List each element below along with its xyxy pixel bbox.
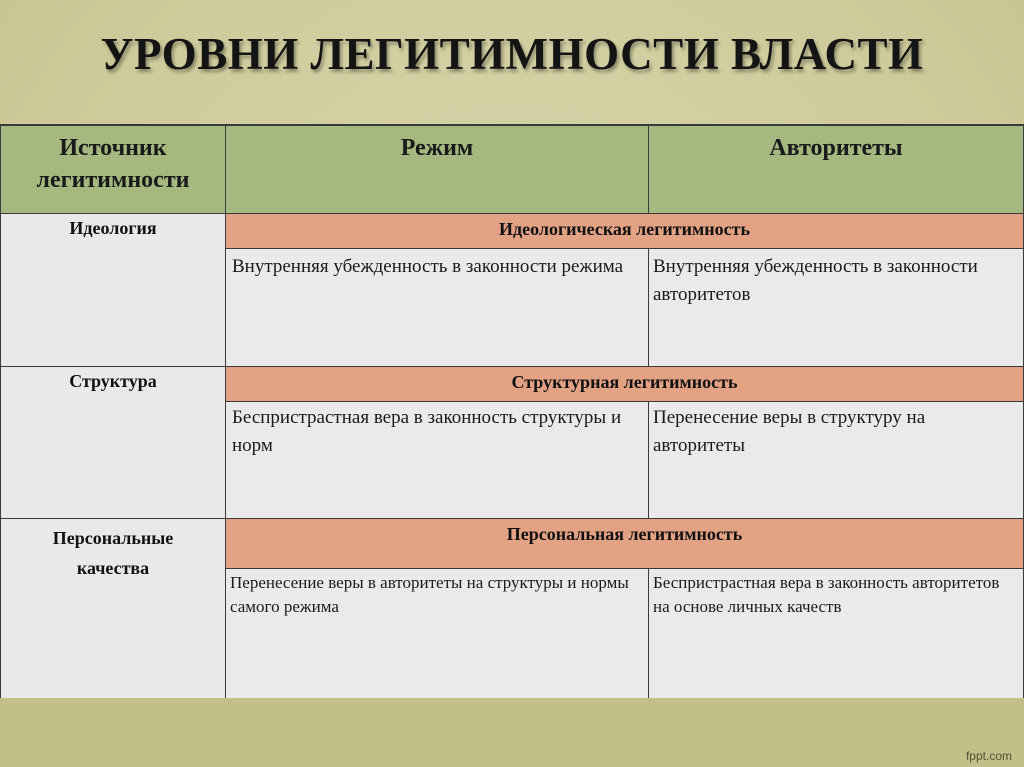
row-authorities-structure [648,401,1024,519]
row-regime-text: Внутренняя убежденность в законности режима [232,256,624,277]
row-band-structure [225,366,1024,402]
row-band-personal [225,518,1024,569]
row-authorities-text: Беспристрастная вера в законность авторитетов на основе личных качеств [653,573,1000,616]
row-band-label: Персональная легитимность [506,524,743,544]
row-authorities-personal [648,568,1024,699]
row-regime-text: Перенесение веры в авторитеты на структуры и нормы самого режима [230,573,629,616]
header-source-label: Источник легитимности [36,135,190,193]
footer-band [0,698,1024,767]
row-authorities-ideology [648,248,1024,367]
row-source-label: Структура [69,371,157,391]
row-source-ideology [0,213,226,367]
row-band-label: Идеологическая легитимность [498,219,750,239]
header-authorities [648,124,1024,214]
row-band-ideology [225,213,1024,249]
row-source-label: Идеология [69,218,157,238]
row-source-label: Персональные качества [52,528,174,578]
row-authorities-text: Внутренняя убежденность в законности авторитетов [653,256,978,305]
row-regime-personal [225,568,649,699]
page-title: УРОВНИ ЛЕГИТИМНОСТИ ВЛАСТИ [100,29,924,79]
watermark: fppt.com [965,749,1012,763]
header-source [0,124,226,214]
row-regime-ideology [225,248,649,367]
row-authorities-text: Перенесение веры в структуру на авторитеты [653,407,926,456]
header-authorities-label: Авторитеты [769,135,903,161]
row-regime-text: Беспристрастная вера в законность структуры и норм [232,407,622,456]
row-band-label: Структурная легитимность [511,372,738,392]
row-source-structure [0,366,226,519]
row-source-personal [0,518,226,699]
header-regime [225,124,649,214]
row-regime-structure [225,401,649,519]
header-regime-label: Режим [400,135,474,161]
